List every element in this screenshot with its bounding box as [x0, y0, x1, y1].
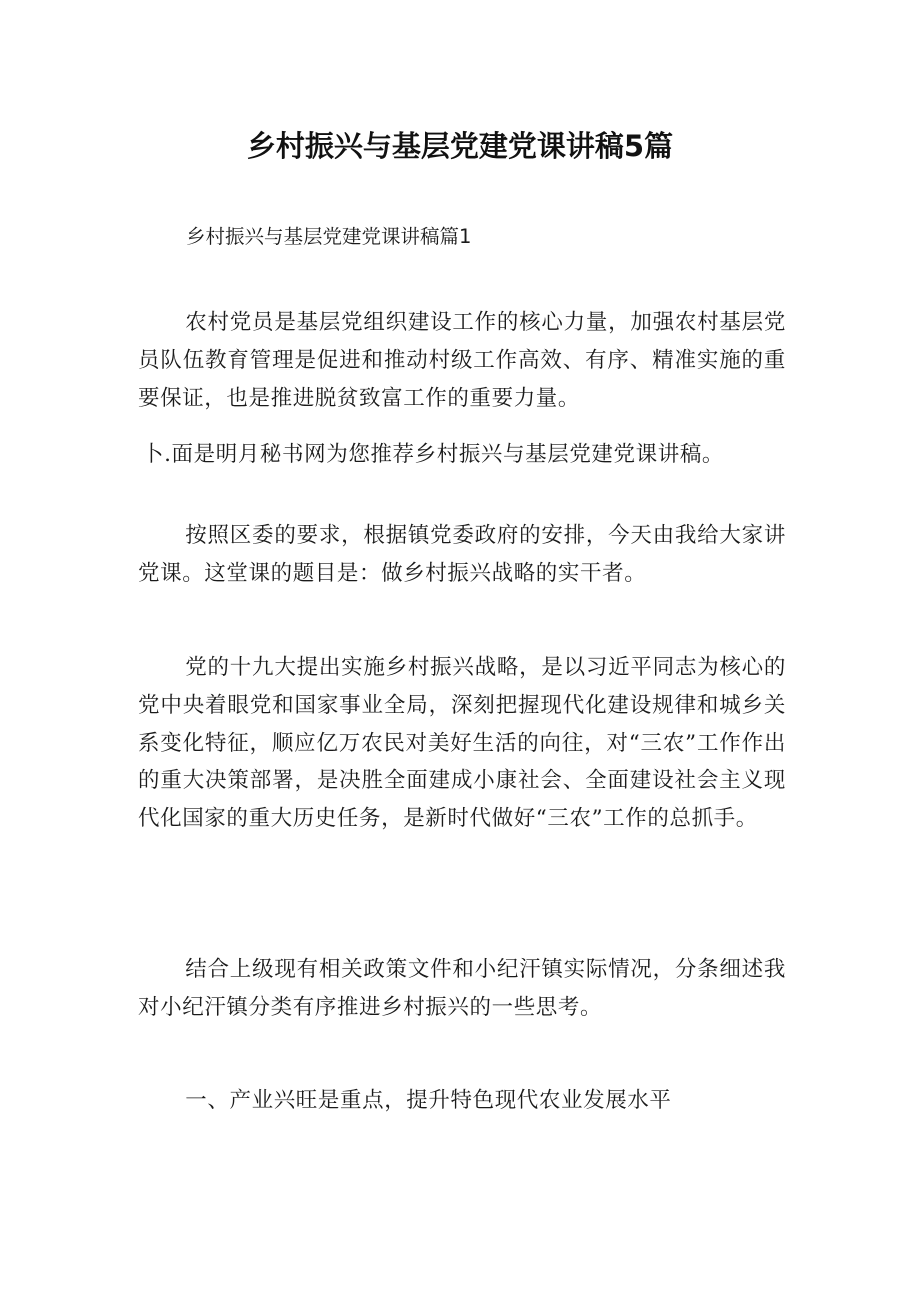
- paragraph-1: 农村党员是基层党组织建设工作的核心力量，加强农村基层党员队伍教育管理是促进和推动村级工作高效、有序、精准实施的重要保证，也是推进脱贫致富工作的重要力量。: [138, 310, 786, 411]
- document-title: 乡村振兴与基层党建党课讲稿5篇: [246, 129, 674, 163]
- paragraph-5: 结合上级现有相关政策文件和小纪汗镇实际情况，分条细述我对小纪汗镇分类有序推进乡村振兴的一些思考。: [138, 957, 786, 1020]
- section-heading-1: 一、产业兴旺是重点，提升特色现代农业发展水平: [185, 1088, 672, 1113]
- paragraph-2: 卜.面是明月秘书网为您推荐乡村振兴与基层党建党课讲稿。: [142, 442, 725, 467]
- paragraph-3: 按照区委的要求，根据镇党委政府的安排，今天由我给大家讲党课。这堂课的题目是：做乡村振兴战略的实干者。: [138, 523, 786, 586]
- section-subtitle: 乡村振兴与基层党建党课讲稿篇1: [186, 225, 472, 248]
- paragraph-4: 党的十九大提出实施乡村振兴战略，是以习近平同志为核心的党中央着眼党和国家事业全局，深刻把握现代化建设规律和城乡关系变化特征，顺应亿万农民对美好生活的向往，对“三农”工作作出的重大决策部署，是决胜全面建成小康社会、全面建设社会主义现代化国家的重大历史任务，是新时代做好“三农”工作的总抓手。: [138, 655, 786, 832]
